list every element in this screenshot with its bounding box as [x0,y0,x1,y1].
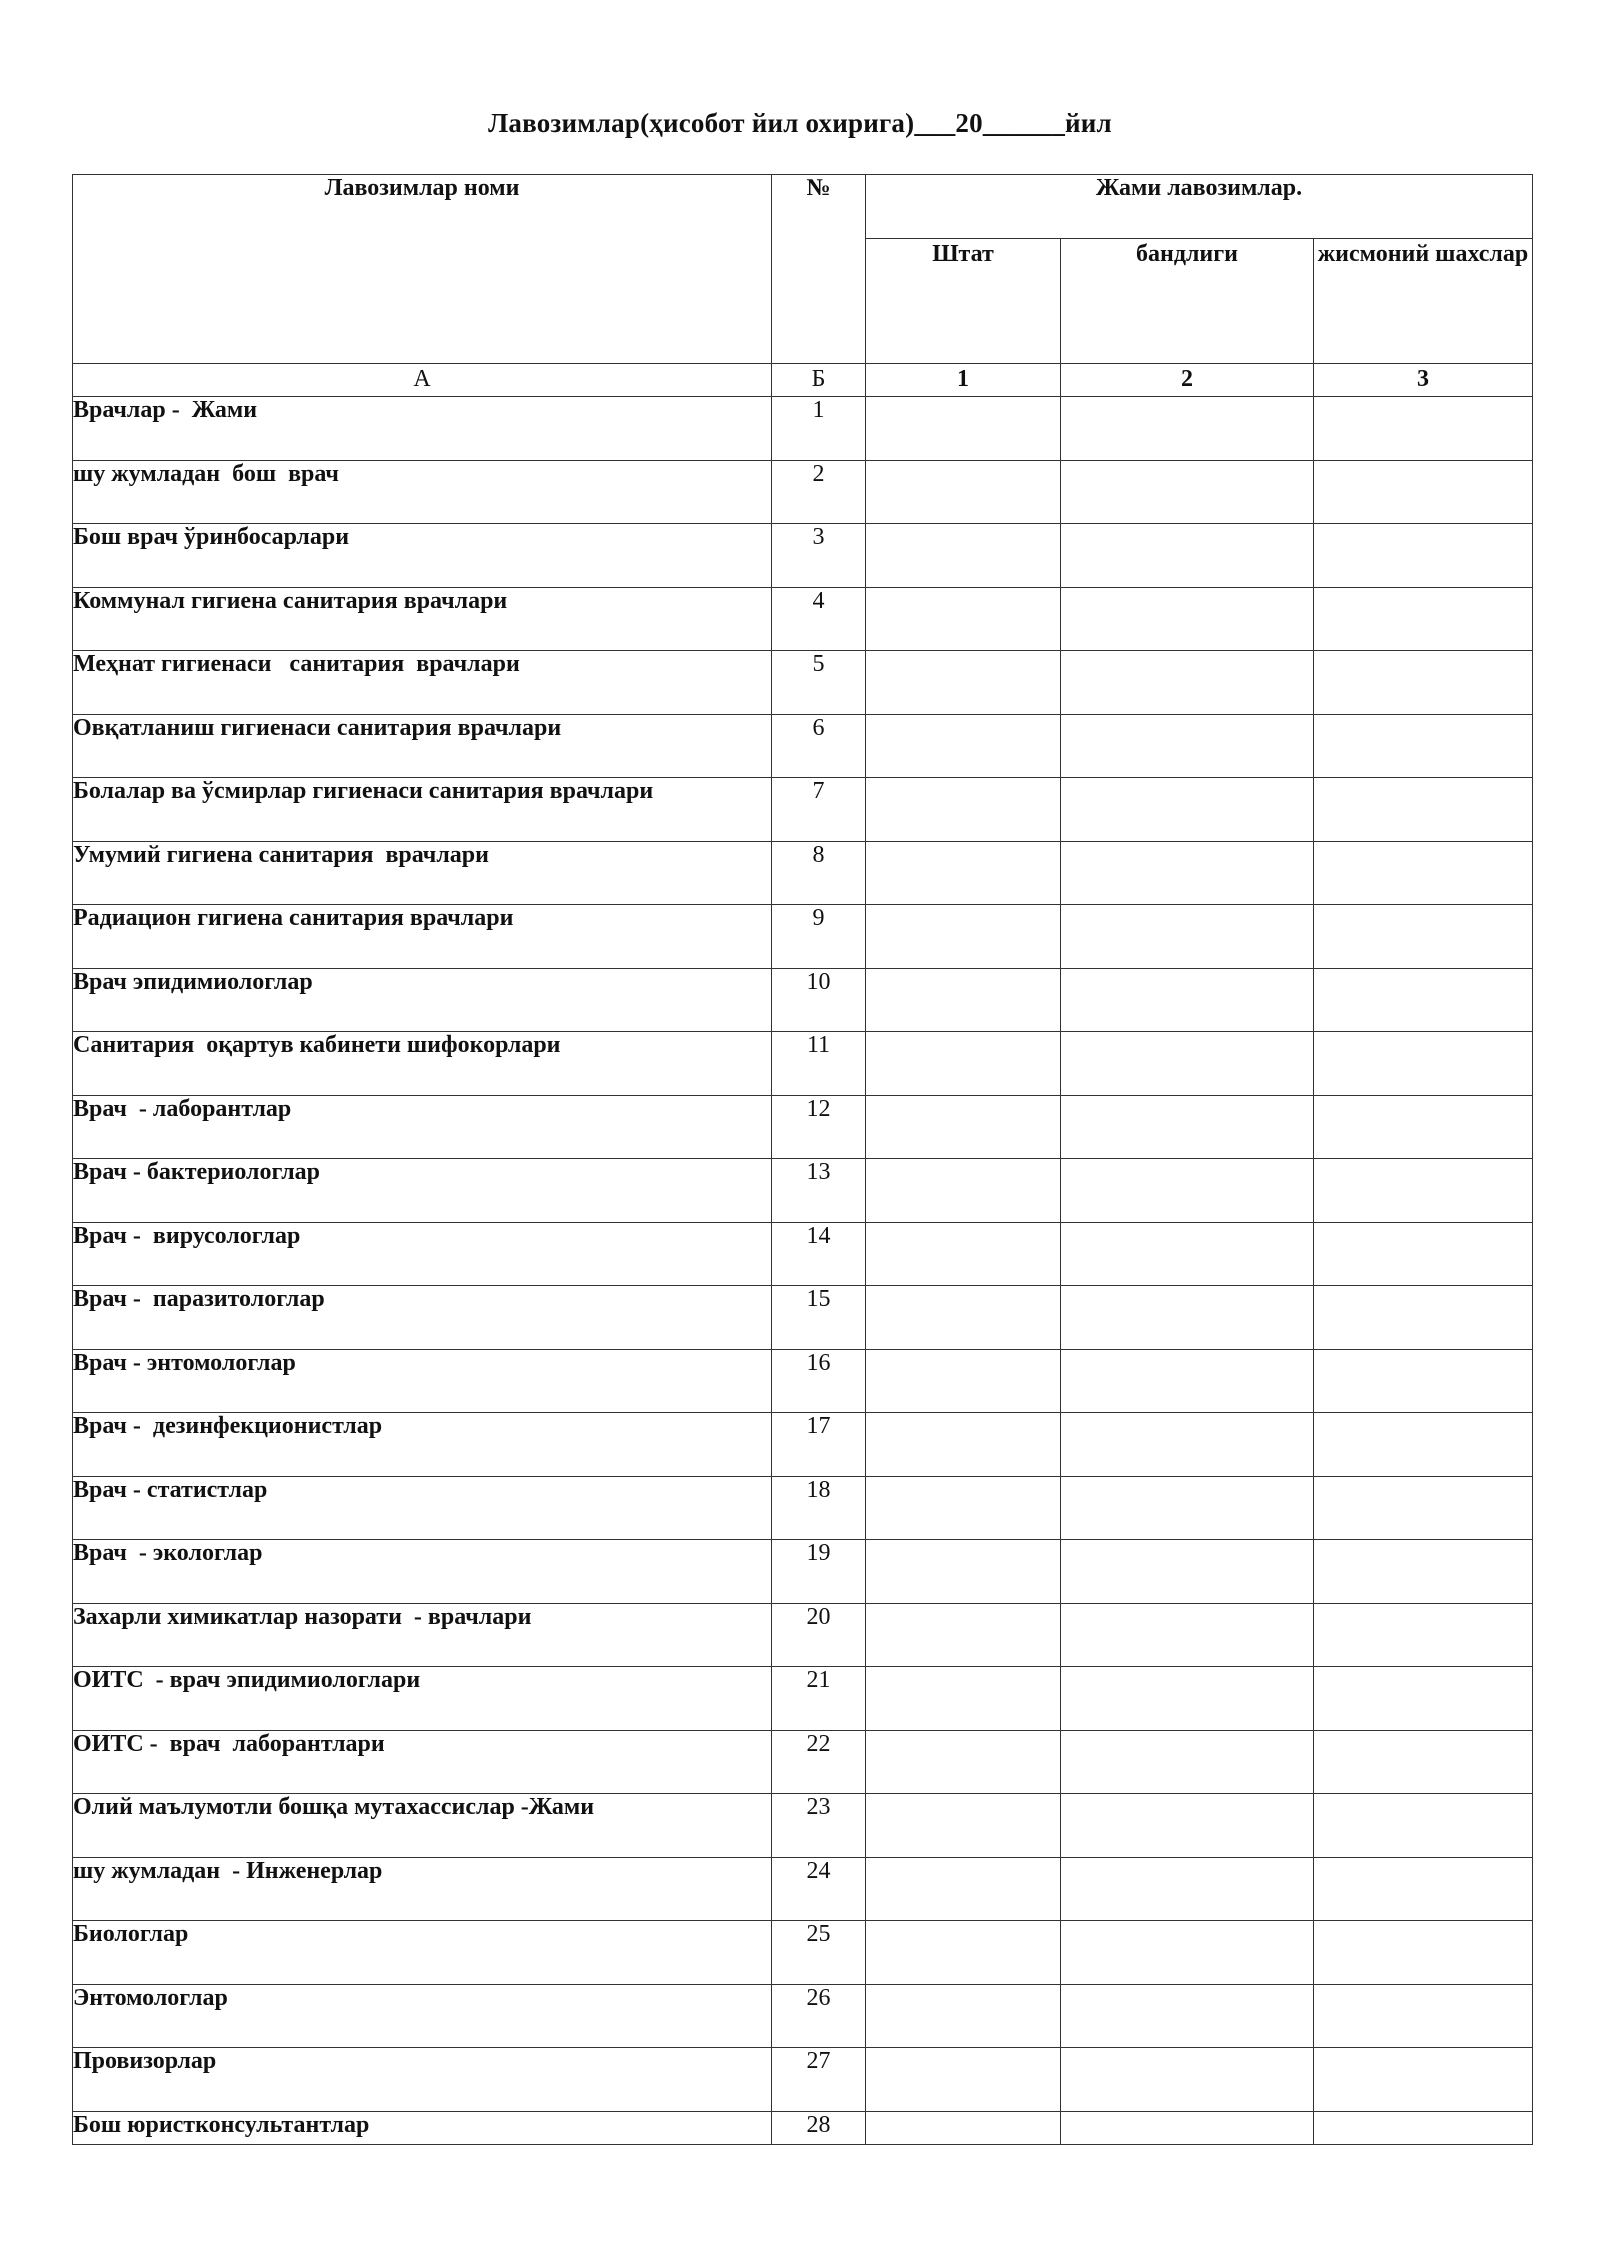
header-row-top [73,175,1533,239]
occupied-cell[interactable] [1061,1286,1314,1350]
staff-cell[interactable] [866,1349,1061,1413]
table-row [73,524,1533,588]
individuals-cell[interactable] [1314,1984,1533,2048]
individuals-cell[interactable] [1314,1222,1533,1286]
column-code-2: 2 [1061,364,1314,397]
staff-cell[interactable] [866,1032,1061,1096]
position-name: Олий маълумотли бошқа мутахассислар -Жами [73,1794,772,1858]
staff-cell[interactable] [866,1095,1061,1159]
occupied-cell[interactable] [1061,778,1314,842]
row-number: 15 [772,1286,866,1350]
occupied-cell[interactable] [1061,587,1314,651]
table-row [73,1413,1533,1477]
occupied-cell[interactable] [1061,1667,1314,1731]
position-name: Овқатланиш гигиенаси санитария врачлари [73,714,772,778]
individuals-cell[interactable] [1314,1286,1533,1350]
staff-cell[interactable] [866,1857,1061,1921]
table-row [73,2048,1533,2112]
table-row [73,2111,1533,2144]
row-number: 19 [772,1540,866,1604]
occupied-cell[interactable] [1061,1921,1314,1985]
staff-cell[interactable] [866,778,1061,842]
row-number: 17 [772,1413,866,1477]
individuals-cell[interactable] [1314,524,1533,588]
position-name: шу жумладан бош врач [73,460,772,524]
staff-cell[interactable] [866,1413,1061,1477]
position-name: ОИТС - врач эпидимиологлари [73,1667,772,1731]
table-row [73,651,1533,715]
table-row [73,1730,1533,1794]
row-number: 3 [772,524,866,588]
position-name: Болалар ва ўсмирлар гигиенаси санитария врачлари [73,778,772,842]
staff-cell[interactable] [866,968,1061,1032]
staff-cell[interactable] [866,1921,1061,1985]
individuals-cell[interactable] [1314,1857,1533,1921]
position-name: Биологлар [73,1921,772,1985]
row-number: 25 [772,1921,866,1985]
occupied-cell[interactable] [1061,524,1314,588]
position-name: Врач эпидимиологлар [73,968,772,1032]
row-number: 24 [772,1857,866,1921]
row-number: 12 [772,1095,866,1159]
staff-cell[interactable] [866,1667,1061,1731]
individuals-cell[interactable] [1314,1476,1533,1540]
position-name: Врач - бактериологлар [73,1159,772,1223]
row-number: 22 [772,1730,866,1794]
staff-cell[interactable] [866,2111,1061,2144]
column-codes-row [73,364,1533,397]
position-name: Бош юристконсультантлар [73,2111,772,2144]
header-staff: Штат [866,239,1061,364]
table-row [73,1159,1533,1223]
staff-cell[interactable] [866,1984,1061,2048]
table-row [73,460,1533,524]
position-name: Меҳнат гигиенаси санитария врачлари [73,651,772,715]
occupied-cell[interactable] [1061,1730,1314,1794]
individuals-cell[interactable] [1314,587,1533,651]
individuals-cell[interactable] [1314,397,1533,461]
header-number: № [772,175,866,364]
staff-cell[interactable] [866,1159,1061,1223]
individuals-cell[interactable] [1314,1794,1533,1858]
individuals-cell[interactable] [1314,460,1533,524]
staff-cell[interactable] [866,460,1061,524]
individuals-cell[interactable] [1314,1921,1533,1985]
staff-cell[interactable] [866,2048,1061,2112]
position-name: Врач - вирусологлар [73,1222,772,1286]
individuals-cell[interactable] [1314,651,1533,715]
individuals-cell[interactable] [1314,2048,1533,2112]
position-name: Бош врач ўринбосарлари [73,524,772,588]
position-name: Врач - энтомологлар [73,1349,772,1413]
staff-cell[interactable] [866,397,1061,461]
position-name: Врачлар - Жами [73,397,772,461]
table-row [73,1667,1533,1731]
occupied-cell[interactable] [1061,714,1314,778]
row-number: 7 [772,778,866,842]
staff-cell[interactable] [866,841,1061,905]
staff-cell[interactable] [866,1794,1061,1858]
row-number: 6 [772,714,866,778]
individuals-cell[interactable] [1314,1413,1533,1477]
table-row [73,778,1533,842]
individuals-cell[interactable] [1314,714,1533,778]
page-title: Лавозимлар(ҳисобот йил охирига)___20______йил [488,108,1112,138]
table-row [73,905,1533,969]
table-row [73,587,1533,651]
occupied-cell[interactable] [1061,1222,1314,1286]
table-row [73,1222,1533,1286]
position-name: Умумий гигиена санитария врачлари [73,841,772,905]
occupied-cell[interactable] [1061,1476,1314,1540]
table-row [73,1540,1533,1604]
column-code-3: 3 [1314,364,1533,397]
table-row [73,1603,1533,1667]
occupied-cell[interactable] [1061,1857,1314,1921]
individuals-cell[interactable] [1314,841,1533,905]
staff-cell[interactable] [866,524,1061,588]
position-name: шу жумладан - Инженерлар [73,1857,772,1921]
occupied-cell[interactable] [1061,1984,1314,2048]
occupied-cell[interactable] [1061,1413,1314,1477]
table-row [73,1476,1533,1540]
occupied-cell[interactable] [1061,1794,1314,1858]
position-name: Санитария оқартув кабинети шифокорлари [73,1032,772,1096]
individuals-cell[interactable] [1314,1603,1533,1667]
occupied-cell[interactable] [1061,1159,1314,1223]
table-row [73,1984,1533,2048]
individuals-cell[interactable] [1314,1159,1533,1223]
header-total-positions: Жами лавозимлар. [866,175,1533,239]
row-number: 21 [772,1667,866,1731]
individuals-cell[interactable] [1314,1349,1533,1413]
occupied-cell[interactable] [1061,2111,1314,2144]
individuals-cell[interactable] [1314,2111,1533,2144]
staff-cell[interactable] [866,1730,1061,1794]
position-name: Врач - экологлар [73,1540,772,1604]
row-number: 14 [772,1222,866,1286]
position-name: Врач - статистлар [73,1476,772,1540]
occupied-cell[interactable] [1061,651,1314,715]
row-number: 16 [772,1349,866,1413]
individuals-cell[interactable] [1314,1540,1533,1604]
position-name: Врач - дезинфекционистлар [73,1413,772,1477]
header-occupied: бандлиги [1061,239,1314,364]
column-code-a: А [73,364,772,397]
staff-cell[interactable] [866,1286,1061,1350]
occupied-cell[interactable] [1061,1095,1314,1159]
table-row [73,1857,1533,1921]
row-number: 27 [772,2048,866,2112]
occupied-cell[interactable] [1061,1032,1314,1096]
row-number: 18 [772,1476,866,1540]
row-number: 1 [772,397,866,461]
occupied-cell[interactable] [1061,1603,1314,1667]
individuals-cell[interactable] [1314,905,1533,969]
occupied-cell[interactable] [1061,841,1314,905]
staff-cell[interactable] [866,1476,1061,1540]
staff-cell[interactable] [866,905,1061,969]
table-row [73,1794,1533,1858]
staff-cell[interactable] [866,651,1061,715]
position-name: Радиацион гигиена санитария врачлари [73,905,772,969]
row-number: 11 [772,1032,866,1096]
table-row [73,841,1533,905]
table-row [73,968,1533,1032]
staff-cell[interactable] [866,1603,1061,1667]
individuals-cell[interactable] [1314,968,1533,1032]
occupied-cell[interactable] [1061,1349,1314,1413]
staff-cell[interactable] [866,587,1061,651]
table-row [73,1286,1533,1350]
column-code-b: Б [772,364,866,397]
position-name: Энтомологлар [73,1984,772,2048]
row-number: 26 [772,1984,866,2048]
table-row [73,1349,1533,1413]
staff-cell[interactable] [866,714,1061,778]
row-number: 10 [772,968,866,1032]
position-name: Коммунал гигиена санитария врачлари [73,587,772,651]
column-code-1: 1 [866,364,1061,397]
individuals-cell[interactable] [1314,1730,1533,1794]
occupied-cell[interactable] [1061,905,1314,969]
position-name: Захарли химикатлар назорати - врачлари [73,1603,772,1667]
row-number: 13 [772,1159,866,1223]
row-number: 9 [772,905,866,969]
header-position-name: Лавозимлар номи [73,175,772,364]
occupied-cell[interactable] [1061,397,1314,461]
table-row [73,1032,1533,1096]
positions-table [72,174,1533,2145]
position-name: Врач - лаборантлар [73,1095,772,1159]
staff-cell[interactable] [866,1222,1061,1286]
position-name: ОИТС - врач лаборантлари [73,1730,772,1794]
row-number: 23 [772,1794,866,1858]
table-body [73,397,1533,2145]
individuals-cell[interactable] [1314,1667,1533,1731]
row-number: 28 [772,2111,866,2144]
header-individuals: жисмоний шахслар [1314,239,1533,364]
row-number: 5 [772,651,866,715]
individuals-cell[interactable] [1314,1032,1533,1096]
row-number: 2 [772,460,866,524]
table-row [73,1921,1533,1985]
row-number: 4 [772,587,866,651]
individuals-cell[interactable] [1314,778,1533,842]
row-number: 8 [772,841,866,905]
staff-cell[interactable] [866,1540,1061,1604]
occupied-cell[interactable] [1061,2048,1314,2112]
occupied-cell[interactable] [1061,460,1314,524]
table-row [73,1095,1533,1159]
table-row [73,397,1533,461]
individuals-cell[interactable] [1314,1095,1533,1159]
row-number: 20 [772,1603,866,1667]
table-row [73,714,1533,778]
occupied-cell[interactable] [1061,968,1314,1032]
position-name: Провизорлар [73,2048,772,2112]
position-name: Врач - паразитологлар [73,1286,772,1350]
occupied-cell[interactable] [1061,1540,1314,1604]
